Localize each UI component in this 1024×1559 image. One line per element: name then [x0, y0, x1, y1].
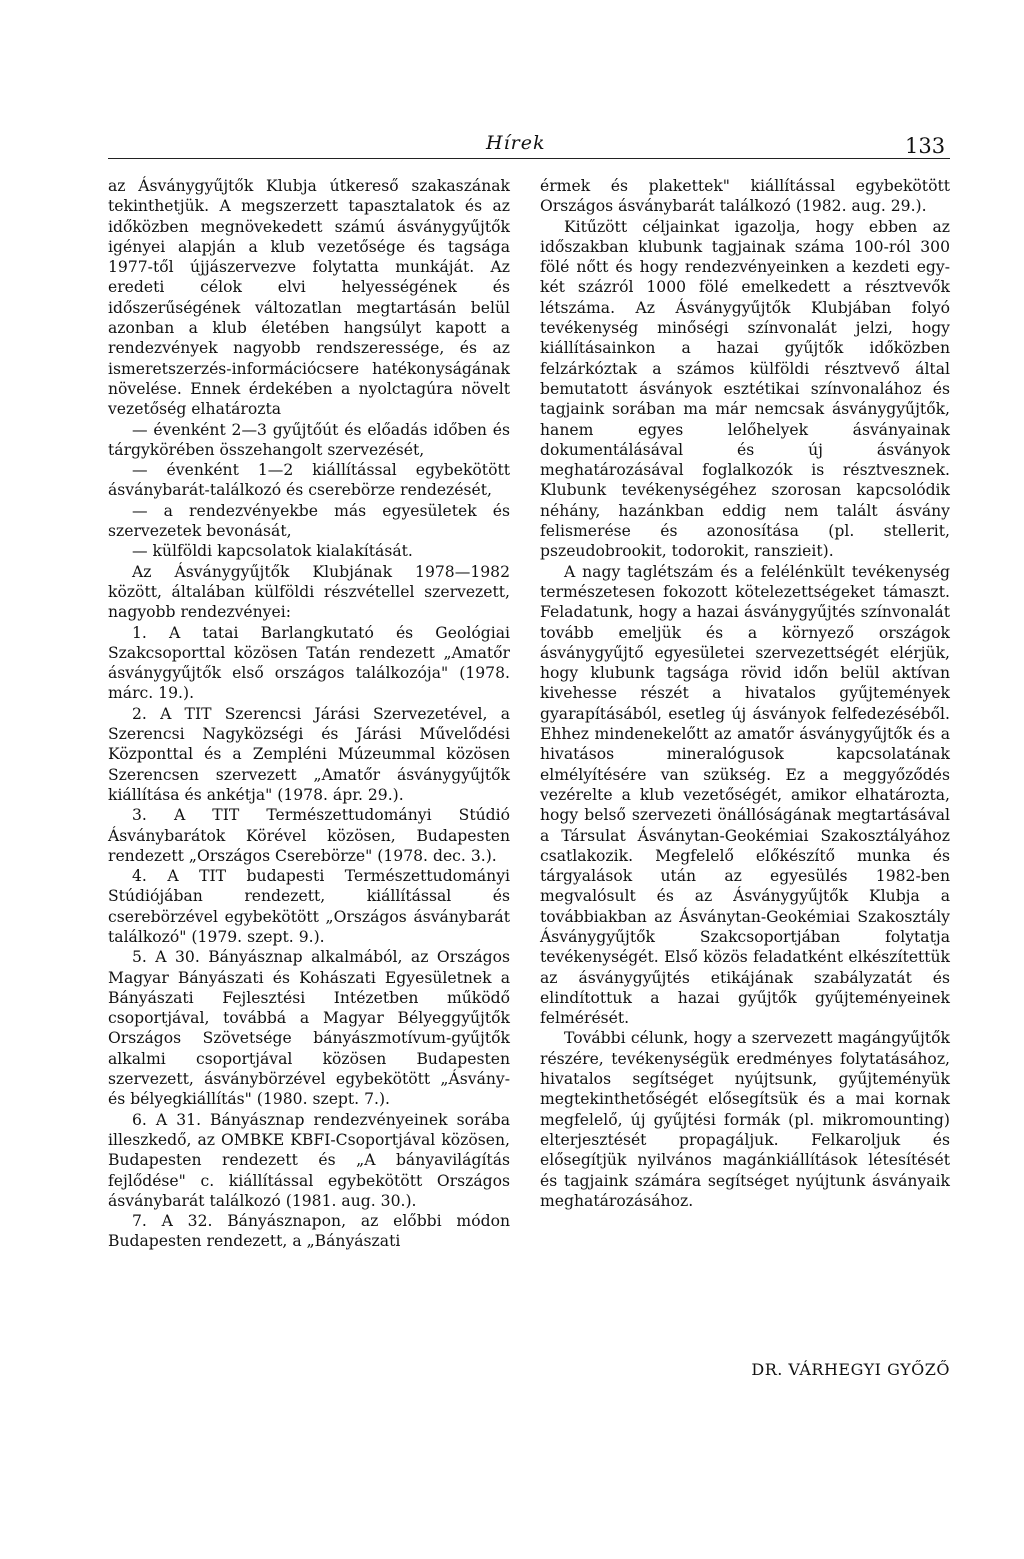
author-signature: DR. VÁRHEGYI GYŐZŐ — [751, 1360, 950, 1379]
header-rule — [108, 158, 950, 159]
paragraph: A nagy taglétszám és a felélénkült tevékenység természetesen fokozott kötelezettségeket támaszt. Feladatunk, hogy a hazai ásványgyűjtés színvonalát tovább emeljük és a környező országok ásványgyűjtő egyesületei szervezettségét elérjük, hogy klubunk tagsága rövid időn belül aktívan kivehesse részét a hivatalos gyűjtemények gyarapításából, esetleg új ásványok felfedezéséből. Ehhez mindenekelőtt az amatőr ásványgyűjtők és a hivatásos mineralógusok kapcsolatának elmélyítésére van szükség. Ez a meggyőződés vezérelte a klub vezetőségét, amikor elhatározta, hogy belső szervezeti önállóságának megtartásával a Társulat Ásványtan-Geokémiai Szakosztályához csatlakozik. Megfelelő előkészítő munka és tárgyalások után az egyesülés 1982-ben megvalósult és az Ásványgyűjtők Klubja a továbbiakban az Ásványtan-Geokémiai Szakosztály Ásványgyűjtők Szakcsoportjában folytatja tevékenységét. Első közös feladatként elkészítettük az ásványgyűjtés etikájának szabályzatát és elindítottuk a hazai gyűjtők gyűjteményeinek felmérését. — [540, 562, 950, 1028]
paragraph: Kitűzött céljainkat igazolja, hogy ebben az időszakban klubunk tagjainak száma 100-ról 300 fölé nőtt és hogy rendezvényeinken a kezdeti egy-két százról 1000 fölé emelkedett a résztvevők létszáma. Az Ásványgyűjtők Klubjában folyó tevékenység minőségi színvonalát jelzi, hogy kiállításainkon a hazai gyűjtők időközben felzárkóztak a számos külföldi résztvevő által bemutatott ásványok esztétikai színvonalához és tagjaink sorában ma már nemcsak ásványgyűjtők, hanem egyes lelőhelyek ásványainak dokumentálásával és új ásványok meghatározásával foglalkozók is résztvesznek. Klubunk tevékenységéhez szorosan kapcsolódik néhány, hazánkban eddig nem talált ásvány felismerése és azonosítása (pl. stellerit, pszeudobrookit, todorokit, ranszieit). — [540, 217, 950, 561]
event-item: 7. A 32. Bányásznapon, az előbbi módon Budapesten rendezett, a „Bányászati — [108, 1212, 510, 1251]
event-item: 4. A TIT budapesti Természettudományi Stúdiójában rendezett, kiállítással és cserebörzével egybekötött „Országos ásványbarát találkozó" (1979. szept. 9.). — [108, 867, 510, 946]
list-item: — évenként 2—3 gyűjtőút és előadás időben és tárgykörében összehangolt szervezését, — [108, 420, 510, 459]
paragraph: érmek és plakettek" kiállítással egybekötött Országos ásványbarát találkozó (1982. aug. 29.). — [540, 177, 950, 216]
paragraph: Az Ásványgyűjtők Klubjának 1978—1982 között, általában külföldi részvétellel szervezett, nagyobb rendezvényei: — [108, 562, 510, 622]
paragraph: További célunk, hogy a szervezett magángyűjtők részére, tevékenységük eredményes folytatásához, hivatalos segítséget nyújtsunk, gyűjteményük megtekinthetőségét elősegítsük és a mai kornak megfelelő, új gyűjtési formák (pl. mikromounting) elterjesztését propagáljuk. Felkaroljuk és elősegítjük nyilvános magánkiállítások létesítését és tagjaink számára segítséget nyújtunk ásványaik meghatározásához. — [540, 1029, 950, 1210]
event-item: 1. A tatai Barlangkutató és Geológiai Szakcsoporttal közösen Tatán rendezett „Amatőr ásványgyűjtők első országos találkozója" (1978. márc. 19.). — [108, 623, 510, 703]
list-item: — külföldi kapcsolatok kialakítását. — [132, 542, 413, 561]
event-item: 5. A 30. Bányásznap alkalmából, az Országos Magyar Bányászati és Kohászati Egyesületnek a Bányászati Fejlesztési Intézetben működő csoportjával, továbbá a Magyar Bélyeggyűjtők Országos Szövetsége bányászmotívum-gyűjtők alkalmi csoportjával közösen Budapesten szervezett, ásványbörzével egybekötött „Ásvány- és bélyegkiállítás" (1980. szept. 7.). — [108, 948, 510, 1109]
page-number: 133 — [905, 134, 946, 158]
event-item: 3. A TIT Természettudományi Stúdió Ásványbarátok Körével közösen, Budapesten rendezett „Országos Cserebörze" (1978. dec. 3.). — [108, 806, 510, 865]
left-column — [108, 176, 510, 1252]
running-header-title: Hírek — [486, 132, 546, 154]
list-item: — a rendezvényekbe más egyesületek és szervezetek bevonását, — [108, 501, 510, 541]
list-item: — évenként 1—2 kiállítással egybekötött ásványbarát-találkozó és cserebörze rendezését, — [108, 461, 510, 500]
event-item: 2. A TIT Szerencsi Járási Szervezetével, a Szerencsi Nagyközségi és Járási Művelődési Központtal és a Zempléni Múzeummal közösen Szerencsen szervezett „Amatőr ásványgyűjtők kiállítása és ankétja" (1978. ápr. 29.). — [108, 704, 510, 804]
event-item: 6. A 31. Bányásznap rendezvényeinek sorába illeszkedő, az OMBKE KBFI-Csoportjával közösen, Budapesten rendezett és „A bányavilágítás fejlődése" c. kiállítással egybekötött Országos ásványbarát találkozó (1981. aug. 30.). — [108, 1110, 510, 1210]
paragraph: az Ásványgyűjtők Klubja útkereső szakaszának tekinthetjük. A megszerzett tapasztalatok és az időközben megnövekedett számú ásványgyűjtők igényei alapján a klub vezetősége és tagsága 1977-től újjászervezve folytatta munkáját. Az eredeti célok elvi helyességének és időszerűségének változatlan megtartásán belül azonban a klub életében hangsúlyt kapott a rendezvények nagyobb rendszeressége, és az ismeretszerzés-információcsere hatékonyságának növelése. Ennek érdekében a nyolctagúra növelt vezetőség elhatározta — [108, 177, 510, 419]
right-column — [540, 176, 950, 1211]
